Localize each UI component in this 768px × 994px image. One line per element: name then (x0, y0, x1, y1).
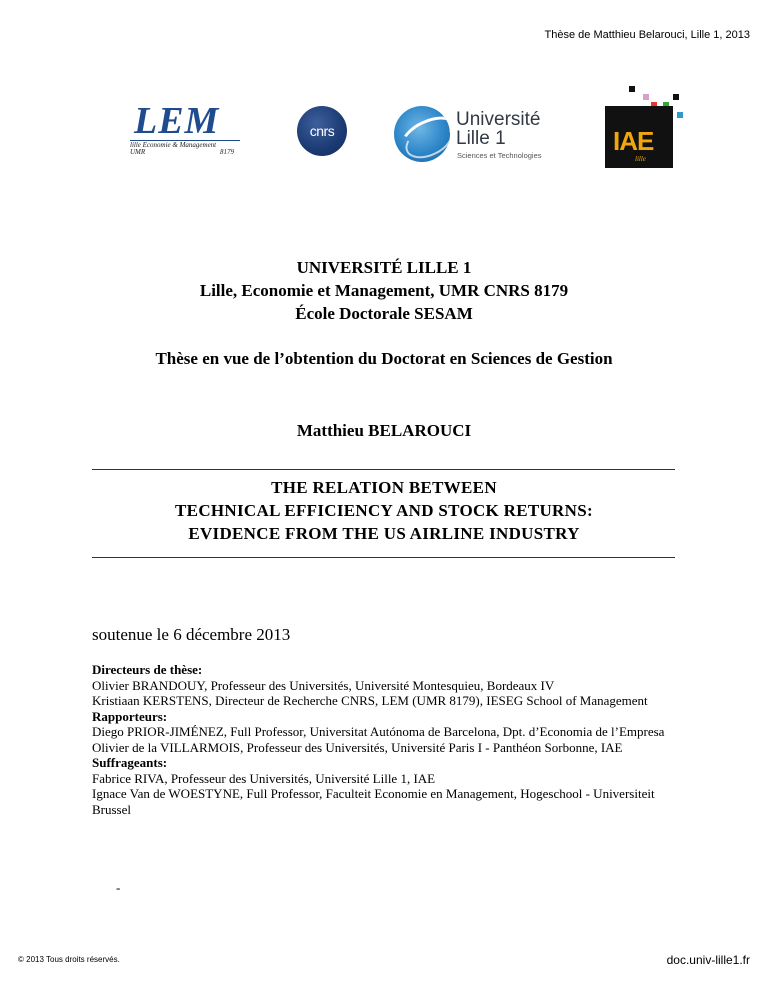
jury-list (92, 662, 682, 817)
jury-member: Ignace Van de WOESTYNE, Full Professor, Faculteit Economie en Management, Hogeschool - Universiteit Brussel (92, 786, 655, 817)
thesis-title-line2: TECHNICAL EFFICIENCY AND STOCK RETURNS: (175, 501, 593, 520)
university-name: UNIVERSITÉ LILLE 1 (296, 258, 472, 277)
iae-logo-text: IAE (613, 126, 654, 156)
thesis-title (0, 476, 768, 545)
examiners-label: Suffrageants: (92, 755, 168, 770)
institution-block (0, 256, 768, 325)
thesis-title-line1: THE RELATION BETWEEN (271, 478, 497, 497)
page-header-note: Thèse de Matthieu Belarouci, Lille 1, 2013 (544, 29, 750, 41)
dash-mark: - (116, 880, 121, 895)
iae-logo (603, 82, 693, 172)
lille-logo-line1: Université (456, 109, 541, 130)
source-url-footer: doc.univ-lille1.fr (666, 953, 750, 967)
author-name: Matthieu BELAROUCI (296, 421, 472, 440)
lab-name: Lille, Economie et Management, UMR CNRS 8179 (199, 281, 569, 300)
lem-logo-number: 8179 (220, 148, 234, 156)
square-icon (677, 112, 683, 118)
doctoral-school: École Doctorale SESAM (295, 304, 473, 323)
lille-logo-subtitle: Sciences et Technologies (457, 151, 542, 160)
directors-label: Directeurs de thèse: (92, 662, 203, 677)
universite-lille1-logo (394, 106, 564, 166)
logo-strip (0, 80, 768, 180)
square-icon (629, 86, 635, 92)
lem-logo-umr: UMR (130, 148, 146, 156)
jury-member: Kristiaan KERSTENS, Directeur de Recherche CNRS, LEM (UMR 8179), IESEG School of Management (92, 693, 648, 708)
jury-member: Olivier de la VILLARMOIS, Professeur des Universités, Université Paris I - Panthéon Sorbonne, IAE (92, 739, 623, 755)
globe-icon (394, 106, 450, 162)
cnrs-logo-text: cnrs (309, 123, 335, 139)
cnrs-logo (297, 106, 347, 156)
thesis-purpose: Thèse en vue de l’obtention du Doctorat en Sciences de Gestion (155, 349, 613, 368)
lem-logo-line1: lille Economie & Management (130, 141, 217, 149)
lem-logo (128, 100, 240, 156)
lem-logo-word: LEM (134, 100, 220, 142)
title-rule-bottom (92, 557, 675, 558)
lille-logo-name (456, 110, 540, 148)
title-rule-top (92, 469, 675, 470)
lille-logo-line2: Lille 1 (456, 128, 506, 149)
iae-logo-box (605, 106, 673, 168)
copyright-footer: © 2013 Tous droits réservés. (18, 955, 120, 964)
jury-member: Fabrice RIVA, Professeur des Universités, Université Lille 1, IAE (92, 770, 436, 786)
thesis-title-line3: EVIDENCE FROM THE US AIRLINE INDUSTRY (188, 524, 580, 543)
square-icon (673, 94, 679, 100)
reviewers-label: Rapporteurs: (92, 708, 168, 724)
jury-member: Olivier BRANDOUY, Professeur des Universités, Université Montesquieu, Bordeaux IV (92, 677, 555, 693)
iae-logo-subtitle: lille (635, 155, 646, 163)
jury-member: Diego PRIOR-JIMÉNEZ, Full Professor, Universitat Autónoma de Barcelona, Dpt. d’Economia de l’Empresa (92, 724, 665, 739)
defense-date: soutenue le 6 décembre 2013 (92, 625, 291, 644)
square-icon (643, 94, 649, 100)
lem-logo-subtitle (130, 140, 240, 156)
